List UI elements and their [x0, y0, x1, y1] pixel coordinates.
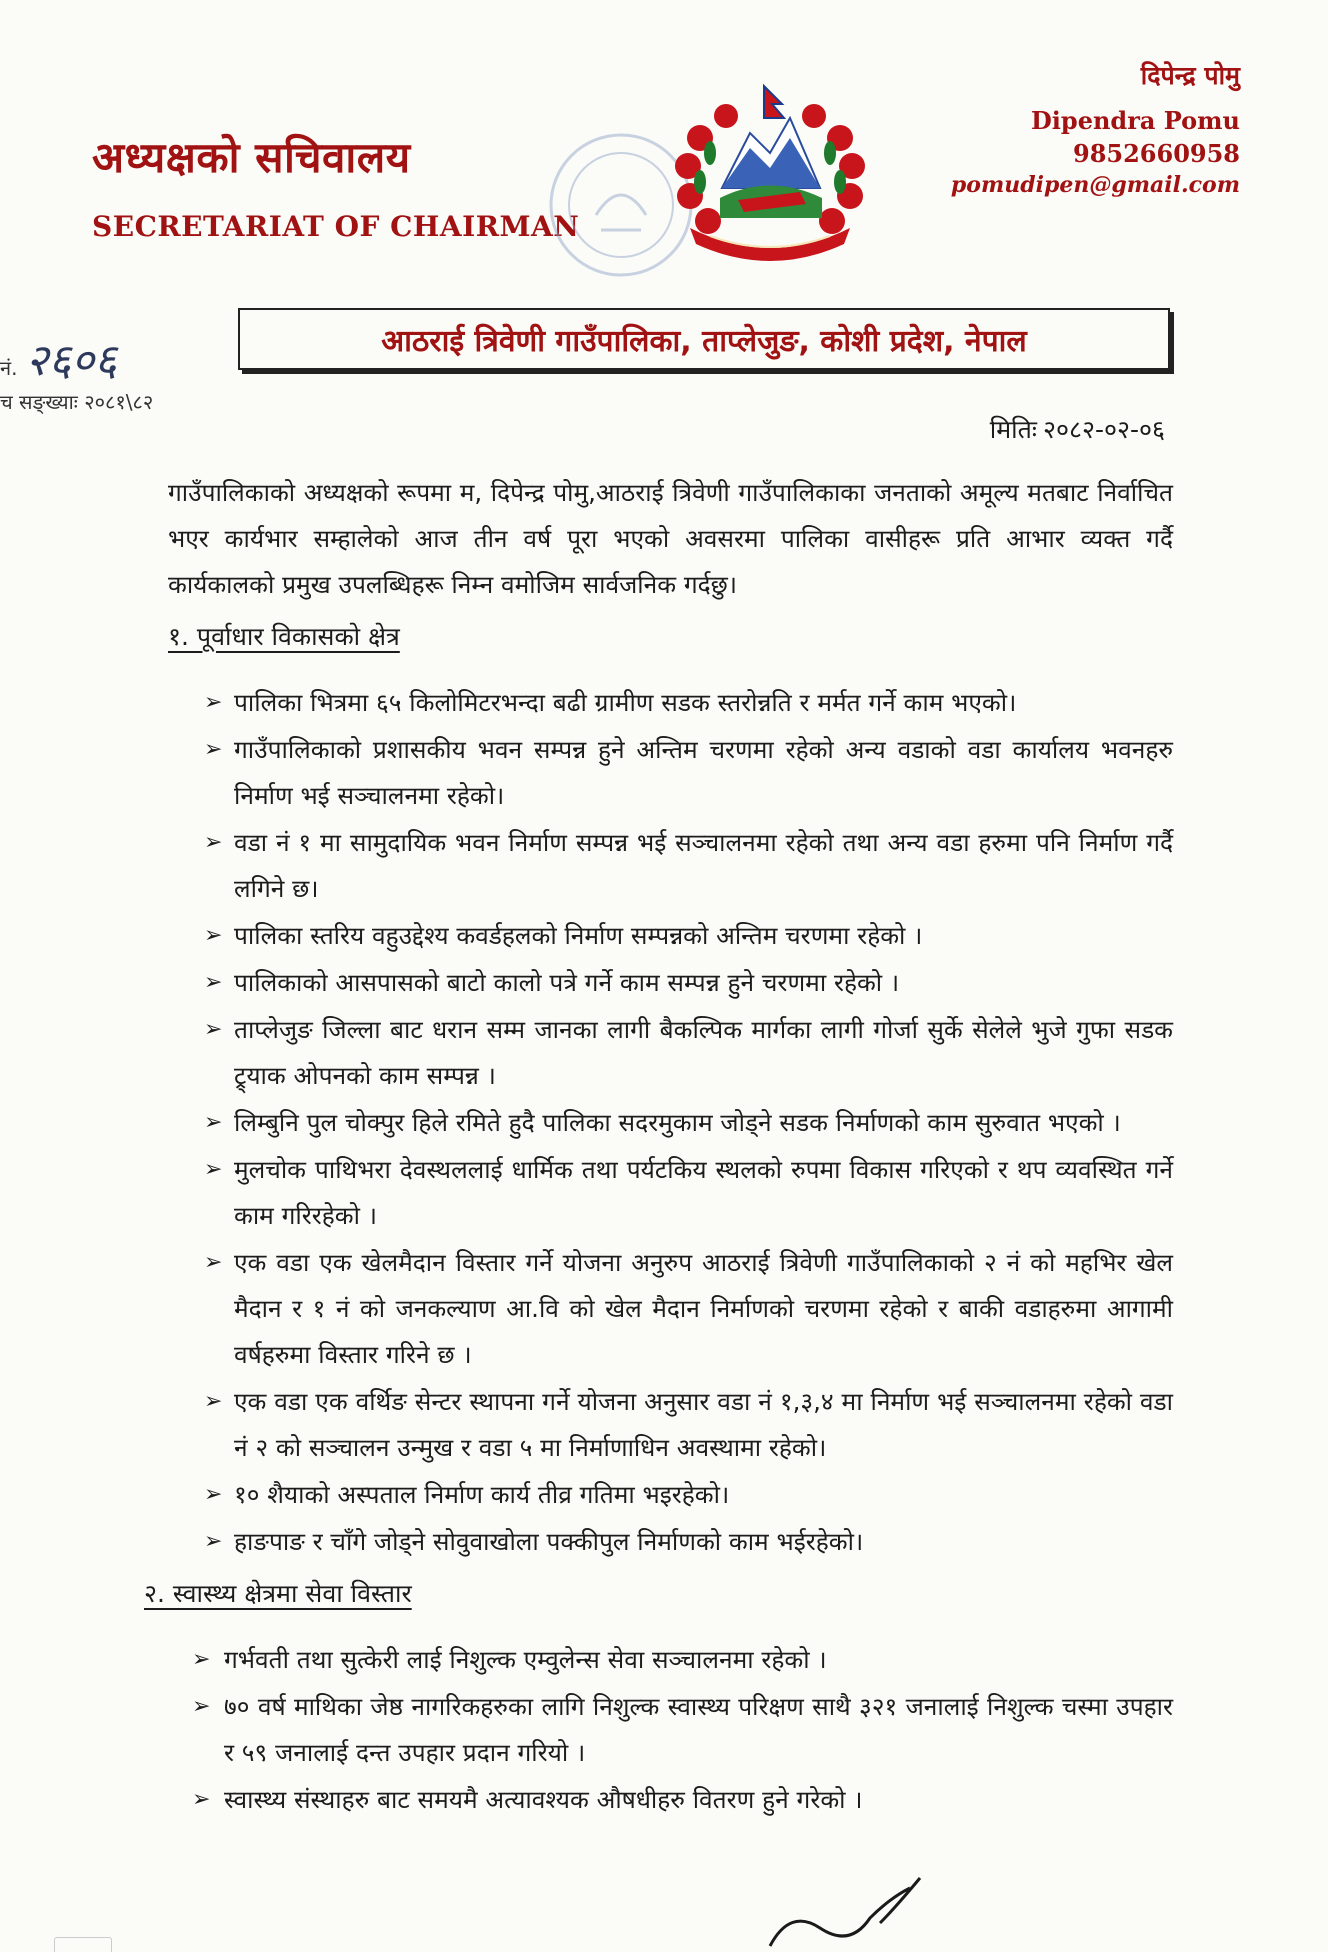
contact-name-english: Dipendra Pomu — [1030, 106, 1240, 135]
handwritten-signature-icon — [760, 1868, 930, 1950]
list-item: ➢ पालिकाको आसपासको बाटो कालो पत्रे गर्ने काम सम्पन्न हुने चरणमा रहेको । — [168, 960, 1173, 1006]
intro-paragraph: गाउँपालिकाको अध्यक्षको रूपमा म, दिपेन्द्र पोमु,आठराई त्रिवेणी गाउँपालिकाका जनताको अमूल्य मतबाट निर्वाचित भएर कार्यभार सम्हालेको आज तीन वर्ष पूरा भएको अवसरमा पालिका वासीहरू प्रति आभार व्यक्त गर्दै कार्यकालको प्रमुख उपलब्धिहरू निम्न वमोजिम सार्वजनिक गर्दछु। — [168, 478, 1173, 599]
patra-number-line — [0, 328, 117, 388]
arrow-bullet-icon: ➢ — [204, 1482, 223, 1507]
arrow-bullet-icon: ➢ — [204, 1529, 223, 1554]
arrow-bullet-icon: ➢ — [204, 830, 223, 855]
section-heading-infrastructure: १. पूर्वाधार विकासको क्षेत्र — [168, 622, 400, 651]
list-item: ➢ एक वडा एक खेलमैदान विस्तार गर्ने योजना अनुरुप आठराई त्रिवेणी गाउँपालिकाको २ नं को महभिर खेल मैदान र १ नं को जनकल्याण आ.वि को खेल मैदान निर्माणको चरणमा रहेको र बाकी वडाहरुमा आगामी वर्षहरुमा विस्तार गरिने छ । — [168, 1240, 1173, 1378]
arrow-bullet-icon: ➢ — [192, 1694, 211, 1719]
arrow-bullet-icon: ➢ — [204, 1250, 223, 1275]
date-label: मितिः — [989, 415, 1037, 444]
arrow-bullet-icon: ➢ — [204, 1157, 223, 1182]
list-item: ➢ ७० वर्ष माथिका जेष्ठ नागरिकहरुका लागि निशुल्क स्वास्थ्य परिक्षण साथै ३२१ जनालाई निशुल्क चस्मा उपहार र ५९ जनालाई दन्त उपहार प्रदान गरियो । — [168, 1684, 1173, 1776]
arrow-bullet-icon: ➢ — [204, 690, 223, 715]
arrow-bullet-icon: ➢ — [204, 737, 223, 762]
patra-number: २६०६ — [25, 335, 117, 386]
section-heading-health: २. स्वास्थ्य क्षेत्रमा सेवा विस्तार — [144, 1579, 412, 1608]
contact-email: pomudipen@gmail.com — [950, 172, 1240, 198]
arrow-bullet-icon: ➢ — [192, 1787, 211, 1812]
list-item: ➢ लिम्बुनि पुल चोक्पुर हिले रमिते हुदै पालिका सदरमुकाम जोड्ने सडक निर्माणको काम सुरुवात भएको । — [168, 1100, 1173, 1146]
list-item: ➢ मुलचोक पाथिभरा देवस्थललाई धार्मिक तथा पर्यटकिय स्थलको रुपमा विकास गरिएको र थप व्यवस्थित गर्ने काम गरिरहेको । — [168, 1147, 1173, 1239]
date-value: २०८२-०२-०६ — [1042, 415, 1165, 444]
arrow-bullet-icon: ➢ — [204, 1017, 223, 1042]
chalani-number: च सङ्ख्याः २०८१\८२ — [0, 390, 154, 414]
arrow-bullet-icon: ➢ — [204, 1110, 223, 1135]
list-item: ➢ १० शैयाको अस्पताल निर्माण कार्य तीव्र गतिमा भइरहेको। — [168, 1472, 1173, 1518]
contact-block — [951, 58, 1240, 198]
arrow-bullet-icon: ➢ — [204, 923, 223, 948]
secretariat-title-english: SECRETARIAT OF CHAIRMAN — [92, 210, 580, 243]
contact-name-nepali: दिपेन्द्र पोमु — [1140, 61, 1240, 90]
letter-body — [144, 470, 1173, 1824]
list-item: ➢ स्वास्थ्य संस्थाहरु बाट समयमै अत्यावश्यक औषधीहरु वितरण हुने गरेको । — [168, 1777, 1173, 1823]
list-item: ➢ पालिका भित्रमा ६५ किलोमिटरभन्दा बढी ग्रामीण सडक स्तरोन्नति र मर्मत गर्ने काम भएको। — [168, 680, 1173, 726]
list-item: ➢ एक वडा एक वर्थिङ सेन्टर स्थापना गर्ने योजना अनुसार वडा नं १,३,४ मा निर्माण भई सञ्चालनमा रहेको वडा नं २ को सञ्चालन उन्मुख र वडा ५ मा निर्माणाधिन अवस्थामा रहेको। — [168, 1379, 1173, 1471]
patra-prefix: नं. — [0, 356, 18, 380]
letter-date — [984, 412, 1165, 446]
list-item: ➢ ताप्लेजुङ जिल्ला बाट धरान सम्म जानका लागी बैकल्पिक मार्गका लागी गोर्जा सुर्के सेलेले भुजे गुफा सडक ट्र्याक ओपनको काम सम्पन्न । — [168, 1007, 1173, 1099]
infrastructure-list — [168, 680, 1173, 1565]
list-item: ➢ गाउँपालिकाको प्रशासकीय भवन सम्पन्न हुने अन्तिम चरणमा रहेको अन्य वडाको वडा कार्यालय भवनहरु निर्माण भई सञ्चालनमा रहेको। — [168, 727, 1173, 819]
list-item: ➢ पालिका स्तरिय वहुउद्देश्य कवर्डहलको निर्माण सम्पन्नको अन्तिम चरणमा रहेको । — [168, 913, 1173, 959]
municipality-banner: आठराई त्रिवेणी गाउँपालिका, ताप्लेजुङ, कोशी प्रदेश, नेपाल — [238, 308, 1170, 370]
arrow-bullet-icon: ➢ — [204, 970, 223, 995]
list-item: ➢ हाङपाङ र चाँगे जोड्ने सोवुवाखोला पक्कीपुल निर्माणको काम भईरहेको। — [168, 1519, 1173, 1565]
secretariat-title-nepali: अध्यक्षको सचिवालय — [92, 133, 411, 182]
list-item: ➢ गर्भवती तथा सुत्केरी लाई निशुल्क एम्वुलेन्स सेवा सञ्चालनमा रहेको । — [168, 1637, 1173, 1683]
list-item: ➢ वडा नं १ मा सामुदायिक भवन निर्माण सम्पन्न भई सञ्चालनमा रहेको तथा अन्य वडा हरुमा पनि निर्माण गर्दै लगिने छ। — [168, 820, 1173, 912]
arrow-bullet-icon: ➢ — [192, 1647, 211, 1672]
health-list — [168, 1637, 1173, 1823]
nepal-coat-of-arms-icon — [660, 78, 880, 263]
arrow-bullet-icon: ➢ — [204, 1389, 223, 1414]
contact-phone: 9852660958 — [1073, 139, 1240, 168]
